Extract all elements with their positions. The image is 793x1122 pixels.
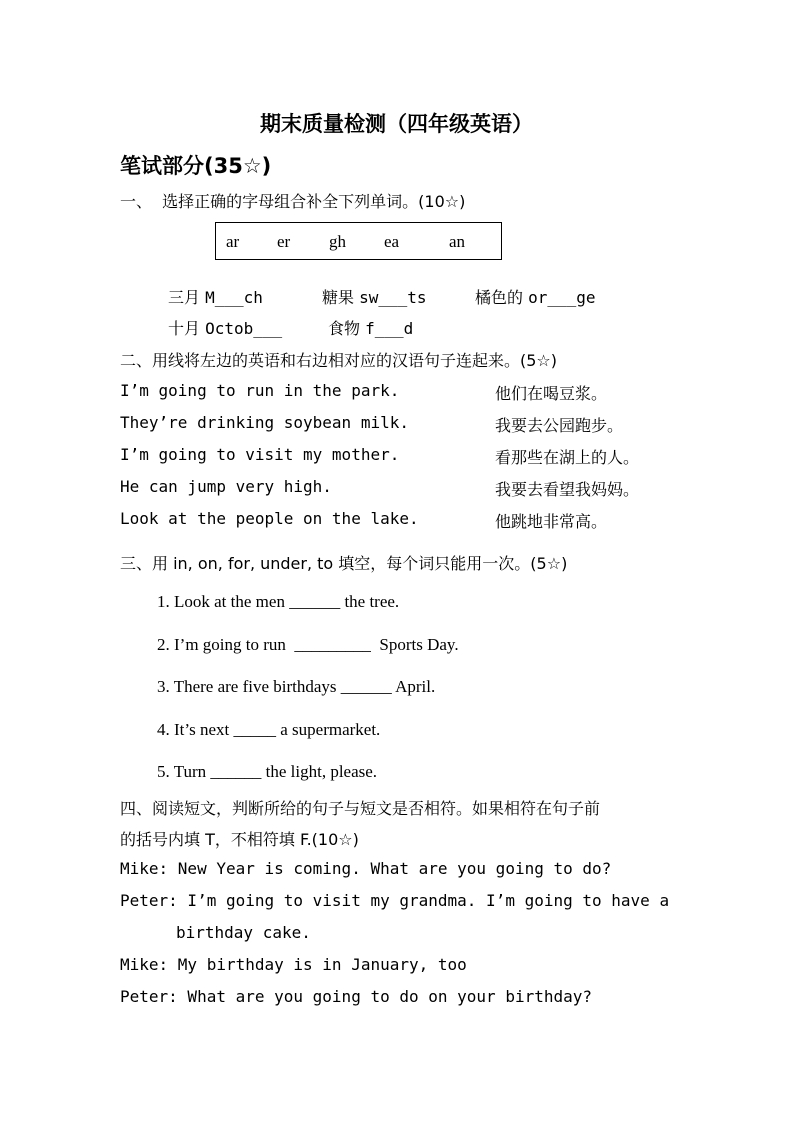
match-right-item: 看那些在湖上的人。: [495, 448, 640, 467]
match-left-item: He can jump very high.: [120, 477, 332, 496]
letter-option: ar: [226, 232, 240, 251]
match-left-item: Look at the people on the lake.: [120, 509, 419, 528]
dialog-line: Peter: I’m going to visit my grandma. I’m going to have a: [120, 891, 670, 910]
page-title: 期末质量检测（四年级英语）: [260, 112, 533, 136]
match-left-item: I’m going to visit my mother.: [120, 445, 400, 464]
word-item: 十月 Octob___: [168, 319, 283, 338]
fill-blank-item: 3. There are five birthdays ______ April.: [157, 677, 436, 696]
part4-heading-line2: 的括号内填 T，不相符填 F.(10☆): [120, 830, 359, 849]
match-left-item: They’re drinking soybean milk.: [120, 413, 409, 432]
word-item: 糖果 sw___ts: [322, 288, 427, 307]
part2-heading: 二、用线将左边的英语和右边相对应的汉语句子连起来。(5☆): [120, 351, 558, 370]
word-item: 三月 M___ch: [168, 288, 263, 307]
fill-blank-item: 2. I’m going to run _________ Sports Day.: [157, 635, 459, 654]
fill-blank-item: 1. Look at the men ______ the tree.: [157, 592, 400, 611]
fill-blank-item: 5. Turn ______ the light, please.: [157, 762, 378, 781]
dialog-line: Mike: New Year is coming. What are you going to do?: [120, 859, 612, 878]
word-item: 食物 f___d: [328, 319, 414, 338]
match-left-item: I’m going to run in the park.: [120, 381, 400, 400]
part1-heading: 一、 选择正确的字母组合补全下列单词。(10☆): [120, 192, 466, 211]
dialog-line: Peter: What are you going to do on your birthday?: [120, 987, 593, 1006]
match-right-item: 他们在喝豆浆。: [495, 384, 608, 403]
dialog-line: Mike: My birthday is in January, too: [120, 955, 467, 974]
letter-option: an: [449, 232, 466, 251]
word-item: 橘色的 or___ge: [475, 288, 596, 307]
letter-option: gh: [329, 232, 346, 251]
dialog-line: birthday cake.: [176, 923, 311, 942]
match-right-item: 他跳地非常高。: [495, 512, 608, 531]
match-right-item: 我要去公园跑步。: [495, 416, 624, 435]
part3-heading: 三、用 in, on, for, under, to 填空，每个词只能用一次。(5☆): [120, 554, 568, 573]
match-right-item: 我要去看望我妈妈。: [495, 480, 640, 499]
letter-options-box: [215, 222, 502, 260]
fill-blank-item: 4. It’s next _____ a supermarket.: [157, 720, 381, 739]
section-title: 笔试部分(35☆): [120, 154, 272, 178]
part4-heading-line1: 四、阅读短文，判断所给的句子与短文是否相符。如果相符在句子前: [120, 799, 601, 818]
letter-option: ea: [384, 232, 400, 251]
letter-option: er: [277, 232, 291, 251]
